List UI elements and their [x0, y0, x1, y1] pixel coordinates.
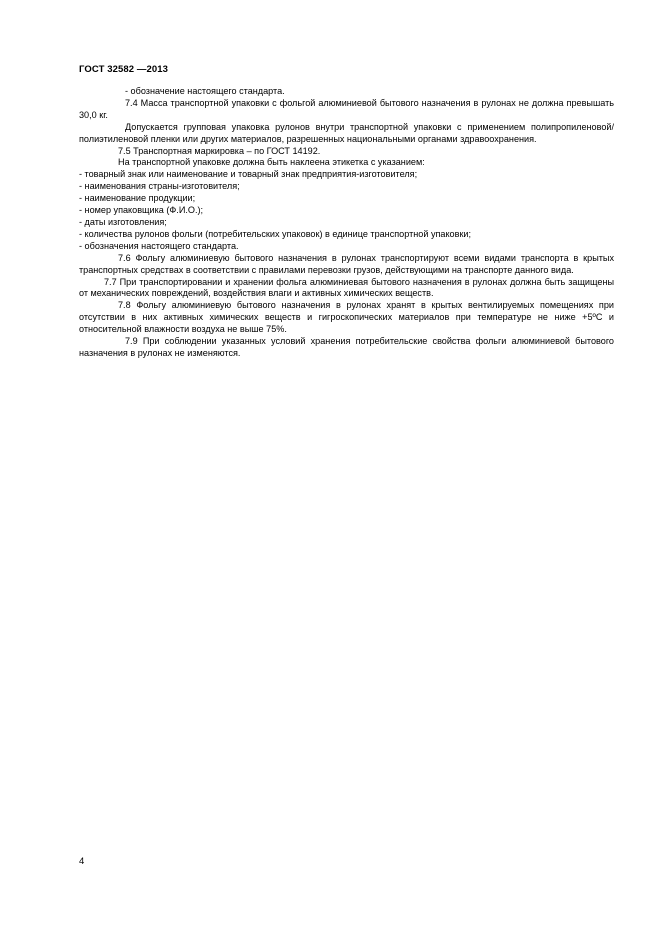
label-requirements-list — [79, 169, 614, 252]
paragraph-group-packaging: Допускается групповая упаковка рулонов внутри транспортной упаковки с применением полипропиленовой/полиэтиленовой пленки или других материалов, разрешенных национальными органами здравоохранения. — [79, 121, 614, 144]
page-number: 4 — [79, 856, 85, 867]
paragraph-7-8: 7.8 Фольгу алюминиевую бытового назначения в рулонах хранят в крытых вентилируемых помещениях при отсутствии в них активных химических веществ и гигроскопических материалов при температуре не ниже +5ºС и относительной влажности воздуха не выше 75%. — [79, 300, 614, 335]
paragraph-label-intro: На транспортной упаковке должна быть наклеена этикетка с указанием: — [118, 157, 425, 168]
paragraph-standard-designation: - обозначение настоящего стандарта. — [125, 86, 285, 96]
paragraph-7-7: 7.7 При транспортировании и хранении фольга алюминиевая бытового назначения в рулонах должна быть защищены от механических повреждений, воздействия влаги и активных химических веществ. — [79, 276, 614, 299]
list-item: - количества рулонов фольги (потребительских упаковок) в единице транспортной упаковки; — [79, 228, 472, 239]
list-item: - наименование продукции; — [79, 193, 196, 204]
list-item: - даты изготовления; — [79, 216, 167, 227]
list-item: - номер упаковщика (Ф.И.О.); — [79, 205, 204, 216]
paragraph-7-9: 7.9 При соблюдении указанных условий хранения потребительские свойства фольги алюминиевой бытового назначения в рулонах не изменяются. — [79, 336, 614, 358]
paragraph-7-5: 7.5 Транспортная маркировка – по ГОСТ 14192. — [118, 145, 321, 156]
list-item: - товарный знак или наименование и товарный знак предприятия-изготовителя; — [79, 169, 418, 180]
document-body — [79, 86, 614, 360]
paragraph-7-6: 7.6 Фольгу алюминиевую бытового назначения в рулонах транспортируют всеми видами транспорта в крытых транспортных средствах в соответствии с правилами перевозки грузов, действующими на транспорте данного вида. — [79, 252, 614, 275]
list-item: - наименования страны-изготовителя; — [79, 181, 240, 192]
paragraph-7-4: 7.4 Масса транспортной упаковки с фольгой алюминиевой бытового назначения в рулонах не должна превышать 30,0 кг. — [79, 97, 614, 120]
list-item: - обозначения настоящего стандарта. — [79, 240, 239, 251]
document-header: ГОСТ 32582 —2013 — [79, 64, 169, 75]
